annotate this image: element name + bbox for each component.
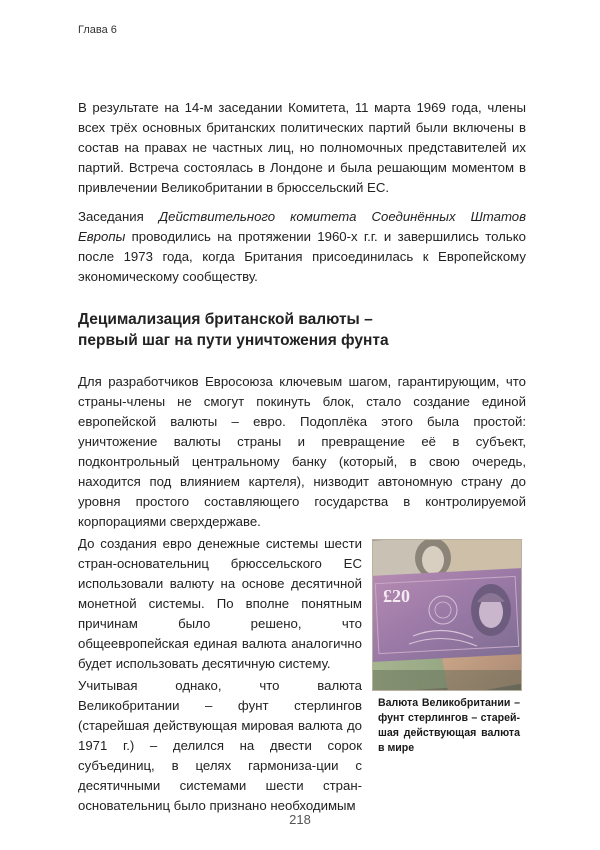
paragraph2-suffix: проводились на протяжении 1960-х г.г. и завершились только после 1973 года, когда Британия присоединилась к Европейскому экономическому сообществу. <box>78 229 526 284</box>
section-heading-line2: первый шаг на пути уничтожения фунта <box>78 332 389 349</box>
paragraph-committee-meeting: В результате на 14-м заседании Комитета, 11 марта 1969 года, члены всех трёх основных британских политических партий были включены в состав на правах не частных лиц, но полномочных представителей их партий. Встреча состоялась в Лондоне и была решающим моментом в привлечении Великобритании в брюссельский ЕС. <box>78 100 526 195</box>
banknote-value-label: £20 <box>383 586 410 606</box>
paragraph-action-committee <box>78 207 526 287</box>
paragraph-euro-creation: Для разработчиков Евросоюза ключевым шагом, гарантирующим, что страны-члены не смогут покинуть блок, стало создание единой европейской валюты – евро. Подоплёка этого была простой: уничтожение валюты страны и превращение её в субъект, подконтрольный центральному банку (который, в свою очередь, находится под влиянием картеля), низводит автономную страну до уровня простого составляющего государства в контролируемой корпорациями сверхдержаве. <box>78 374 526 529</box>
section-heading-line1: Децимализация британской валюты – <box>78 311 373 328</box>
chapter-header: Глава 6 <box>78 24 117 36</box>
paragraph-pound-sterling: Учитывая однако, что валюта Великобритании – фунт стерлингов (старейшая действующая мировая валюта до 1971 г.) – делился на двести сорок субъединиц, в целях гармониза-ции с десятичными системами шести стран-основательниц было признано необходимым <box>78 678 362 813</box>
paragraph-decimal-systems: До создания евро денежные системы шести стран-основательниц брюссельского ЕС использовали валюту на основе десятичной монетной системы. По вполне понятным причинам было решено, что общеевропейская единая валюта аналогично будет использовать десятичную систему. <box>78 536 362 671</box>
page-number: 218 <box>289 812 311 827</box>
banknotes-photo <box>372 539 522 691</box>
section-heading <box>78 309 526 351</box>
committee-name-italic: Действительного комитета Соединённых Штатов Европы <box>78 209 527 244</box>
photo-caption: Валюта Великобритании – фунт стерлингов – старей-шая действующая валюта в мире <box>378 697 520 754</box>
paragraph2-prefix: Заседания <box>78 209 159 224</box>
